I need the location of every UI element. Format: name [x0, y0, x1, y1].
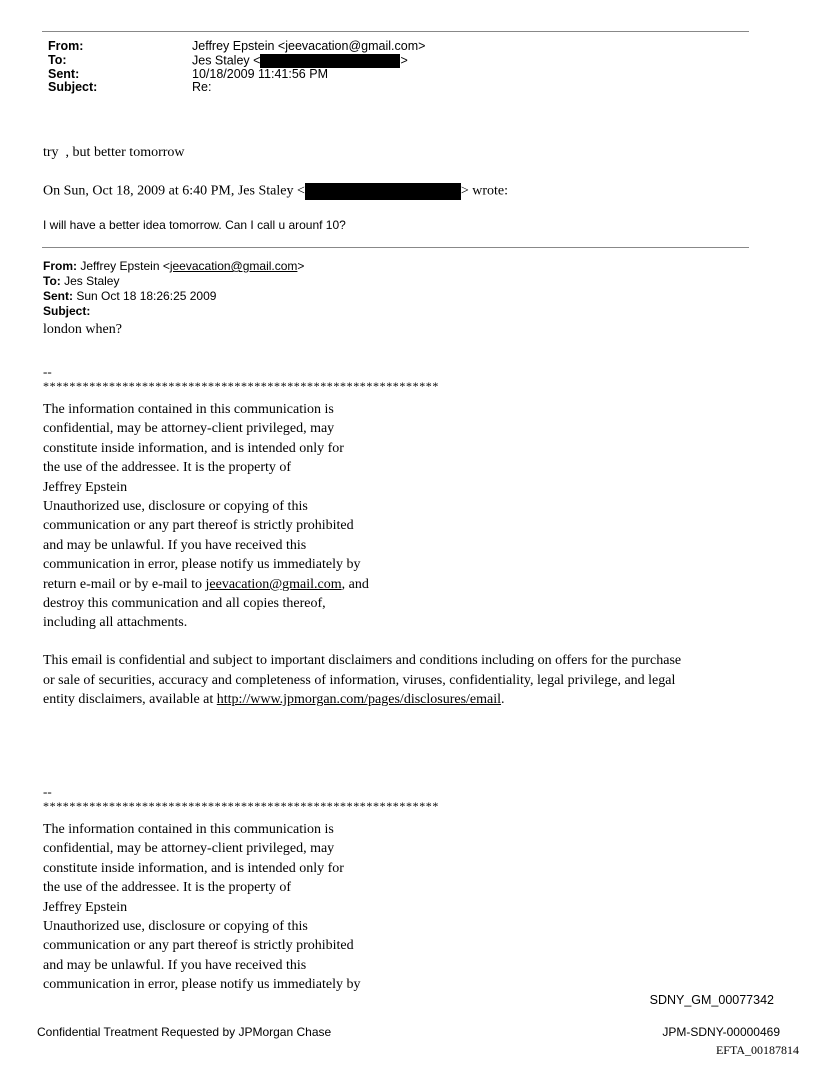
to-value-prefix: Jes Staley <	[192, 52, 261, 67]
disclaimer-line: communication in error, please notify us immediately by	[43, 557, 361, 573]
quoted-header	[43, 259, 304, 319]
to-label: To:	[48, 52, 67, 67]
quoted-subject-label: Subject:	[43, 304, 91, 318]
quote-intro	[43, 183, 508, 200]
header-sent-row	[48, 68, 425, 82]
email-link[interactable]: jeevacation@gmail.com	[205, 576, 342, 592]
disclaimer-line: the use of the addressee. It is the property of	[43, 880, 292, 896]
quoted-to-row	[43, 274, 304, 289]
jpm-last-prefix: entity disclaimers, available at	[43, 692, 217, 708]
sent-value: 10/18/2009 11:41:56 PM	[192, 66, 328, 81]
disclaimer-line: Unauthorized use, disclosure or copying of this	[43, 499, 308, 515]
disclaimer-line: The information contained in this communication is	[43, 822, 334, 837]
quoted-from-prefix: Jeffrey Epstein <	[77, 259, 170, 273]
quoted-body: london when?	[43, 322, 122, 337]
jpm-last-suffix: .	[501, 692, 505, 708]
top-divider	[42, 31, 749, 32]
disclaimer-line: Unauthorized use, disclosure or copying of this	[43, 919, 308, 935]
disclaimer-line: communication or any part thereof is strictly prohibited	[43, 938, 354, 954]
subject-label: Subject:	[48, 80, 98, 94]
quoted-from-label: From:	[43, 259, 77, 273]
efta-number: EFTA_00187814	[715, 1043, 799, 1057]
sent-label: Sent:	[48, 66, 80, 81]
disclaimer-block	[43, 820, 360, 995]
disclaimer-line: The information contained in this communication is	[43, 402, 334, 417]
quote-divider	[42, 247, 749, 248]
disclaimer-line: communication in error, please notify us immediately by	[43, 977, 361, 993]
header-subject-row	[48, 81, 425, 95]
bates-jpm: JPM-SDNY-00000469	[662, 1025, 780, 1039]
disclaimer-line: Jeffrey Epstein	[43, 479, 128, 495]
email-header	[48, 40, 425, 95]
quoted-to-value: Jes Staley	[60, 274, 120, 288]
disclaimer-block	[43, 400, 369, 633]
asterisk-line: ************************************************************	[43, 799, 439, 813]
disclaimer-line: Jeffrey Epstein	[43, 899, 128, 915]
asterisk-line: ************************************************************	[43, 379, 439, 393]
quoted-sent-value: Sun Oct 18 18:26:25 2009	[73, 289, 217, 303]
quoted-from-email-link[interactable]: jeevacation@gmail.com	[169, 259, 298, 273]
disclaimer-line: and may be unlawful. If you have received this	[43, 537, 307, 553]
quoted-from-suffix: >	[297, 259, 305, 273]
disclaimer-line: destroy this communication and all copies thereof,	[43, 596, 326, 612]
quote-intro-suffix: > wrote:	[460, 183, 509, 199]
to-value	[192, 54, 408, 68]
signature-dashes: --	[43, 364, 52, 379]
disclaimer-line: confidential, may be attorney-client privileged, may	[43, 421, 335, 437]
from-label: From:	[48, 39, 84, 53]
disclaimer-line	[43, 575, 369, 594]
header-to-row	[48, 54, 425, 68]
disclaimer-line: constitute inside information, and is intended only for	[43, 440, 344, 456]
disclaimer-line: including all attachments.	[43, 615, 188, 631]
disclaimer-line: the use of the addressee. It is the property of	[43, 460, 292, 476]
disclaimer-line: constitute inside information, and is intended only for	[43, 860, 344, 876]
reply-body: try , but better tomorrow	[43, 145, 185, 160]
confidential-notice: Confidential Treatment Requested by JPMorgan Chase	[37, 1025, 332, 1039]
jpm-line: or sale of securities, accuracy and completeness of information, viruses, confidentiality, legal privilege, and legal	[43, 672, 676, 688]
quoted-sent-label: Sent:	[43, 289, 73, 303]
signature-dashes: --	[43, 784, 52, 799]
quote-intro-prefix: On Sun, Oct 18, 2009 at 6:40 PM, Jes Staley <	[43, 183, 305, 199]
jpm-line	[43, 690, 681, 710]
quoted-subject-row	[43, 304, 304, 319]
redaction-box	[260, 54, 400, 68]
return-suffix: , and	[341, 576, 369, 592]
bates-sdny: SDNY_GM_00077342	[649, 993, 774, 1007]
jpm-disclosures-link[interactable]: http://www.jpmorgan.com/pages/disclosures/email	[216, 692, 502, 708]
disclaimer-line: communication or any part thereof is strictly prohibited	[43, 518, 354, 534]
quoted-to-label: To:	[43, 274, 61, 288]
redaction-box	[305, 183, 461, 200]
return-prefix: return e-mail or by e-mail to	[43, 576, 206, 592]
jpm-disclaimer	[43, 651, 681, 710]
from-value: Jeffrey Epstein <jeevacation@gmail.com>	[192, 39, 426, 53]
jpm-line: This email is confidential and subject to important disclaimers and conditions including on offers for the purchase	[43, 653, 682, 668]
disclaimer-line: confidential, may be attorney-client privileged, may	[43, 841, 335, 857]
quoted-from-row	[43, 259, 304, 274]
header-from-row	[48, 40, 425, 54]
quoted-line: I will have a better idea tomorrow. Can I call u arounf 10?	[43, 218, 346, 232]
quoted-sent-row	[43, 289, 304, 304]
subject-value: Re:	[192, 80, 212, 94]
disclaimer-line: and may be unlawful. If you have received this	[43, 957, 307, 973]
to-value-suffix: >	[400, 52, 408, 67]
